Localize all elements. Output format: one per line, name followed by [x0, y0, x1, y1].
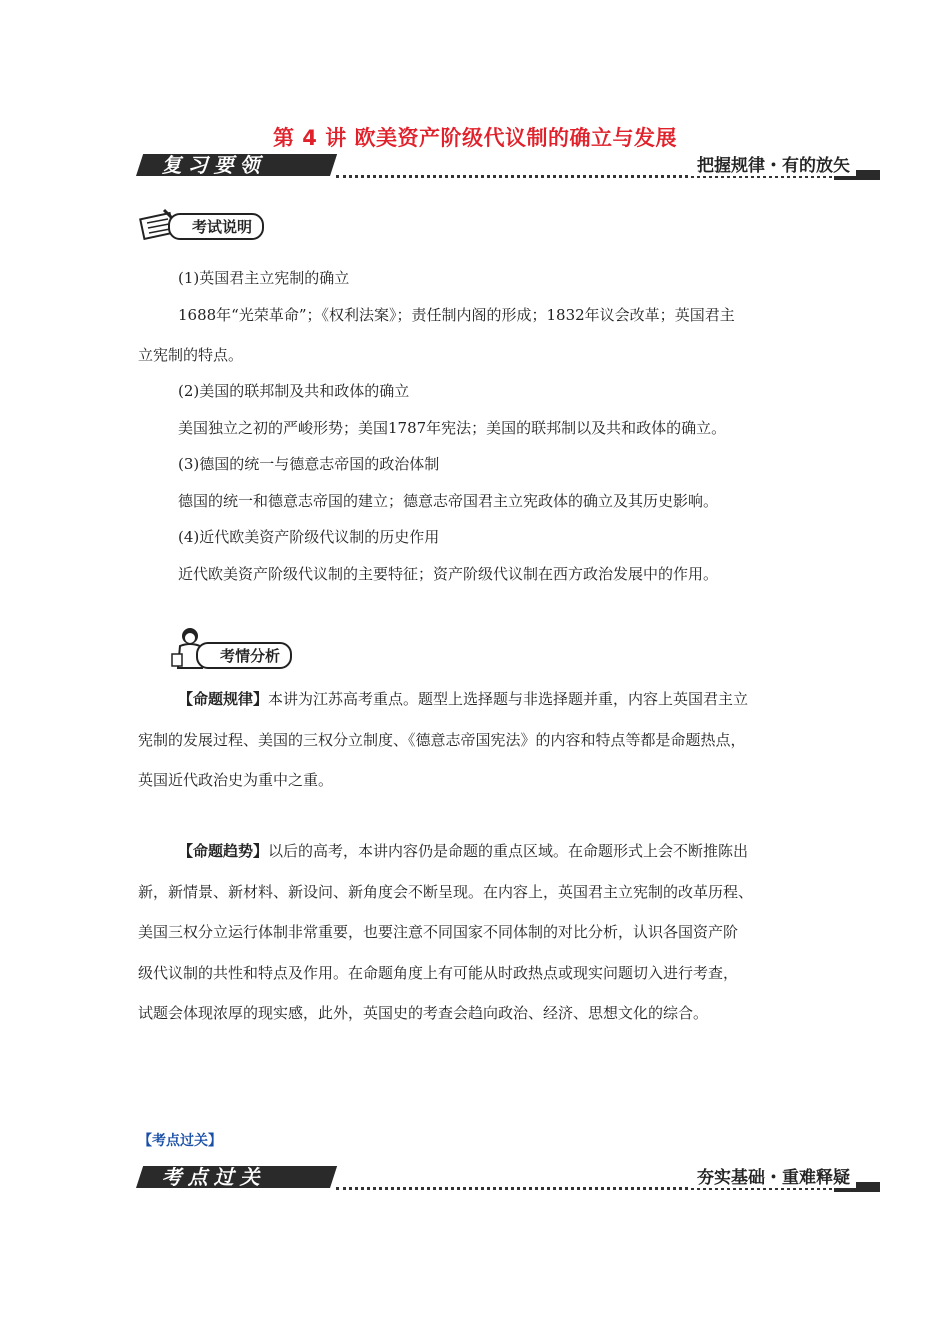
rule-line: 英国近代政治史为重中之重。: [138, 771, 334, 789]
rule-tag: 【命题规律】: [178, 690, 269, 708]
exam-line: 立宪制的特点。: [138, 346, 244, 364]
rule-line: [178, 689, 748, 709]
trend-tag: 【命题趋势】: [178, 842, 269, 860]
analysis-header: [170, 626, 320, 672]
exam-line: (4)近代欧美资产阶级代议制的历史作用: [178, 528, 440, 546]
trend-line: 美国三权分立运行体制非常重要，也要注意不同国家不同体制的对比分析，认识各国资产阶: [138, 923, 739, 941]
rule-line: 宪制的发展过程、美国的三权分立制度、《德意志帝国宪法》的内容和特点等都是命题热点，: [138, 731, 746, 749]
trend-line: 新，新情景、新材料、新设问、新角度会不断呈现。在内容上，英国君主立宪制的改革历程、: [138, 883, 754, 901]
exam-line: 德国的统一和德意志帝国的建立；德意志帝国君主立宪政体的确立及其历史影响。: [178, 492, 719, 510]
trend-text: 以后的高考，本讲内容仍是命题的重点区域。在命题形式上会不断推陈出: [268, 842, 749, 860]
key-points-tag: 【考点过关】: [138, 1133, 222, 1149]
banner-label: 考点过关: [161, 1165, 266, 1189]
exam-line: (1)英国君主立宪制的确立: [178, 269, 350, 287]
banner-slogan: 把握规律・有的放矢: [691, 151, 856, 176]
exam-line: 近代欧美资产阶级代议制的主要特征；资产阶级代议制在西方政治发展中的作用。: [178, 565, 719, 583]
exam-desc-heading: 考试说明: [168, 213, 264, 240]
banner-slogan: 夯实基础・重难释疑: [691, 1163, 856, 1188]
exam-line: (3)德国的统一与德意志帝国的政治体制: [178, 455, 440, 473]
page-title: 第 4 讲 欧美资产阶级代议制的确立与发展: [272, 126, 678, 150]
exam-line: 1688年“光荣革命”；《权利法案》；责任制内阁的形成；1832年议会改革；英国君主: [178, 306, 735, 324]
section-banner-review: [136, 152, 880, 180]
rule-text: 本讲为江苏高考重点。题型上选择题与非选择题并重，内容上英国君主立: [268, 690, 749, 708]
trend-line: 试题会体现浓厚的现实感，此外，英国史的考查会趋向政治、经济、思想文化的综合。: [138, 1004, 709, 1022]
banner-label: 复习要领: [161, 153, 266, 177]
exam-desc-header: [138, 206, 288, 242]
section-banner-key-points: [136, 1164, 880, 1192]
trend-line: 级代议制的共性和特点及作用。在命题角度上有可能从时政热点或现实问题切入进行考查，: [138, 964, 739, 982]
exam-line: (2)美国的联邦制及共和政体的确立: [178, 382, 410, 400]
analysis-heading: 考情分析: [196, 642, 292, 669]
trend-line: [178, 841, 748, 861]
exam-line: 美国独立之初的严峻形势；美国1787年宪法；美国的联邦制以及共和政体的确立。: [178, 419, 727, 437]
